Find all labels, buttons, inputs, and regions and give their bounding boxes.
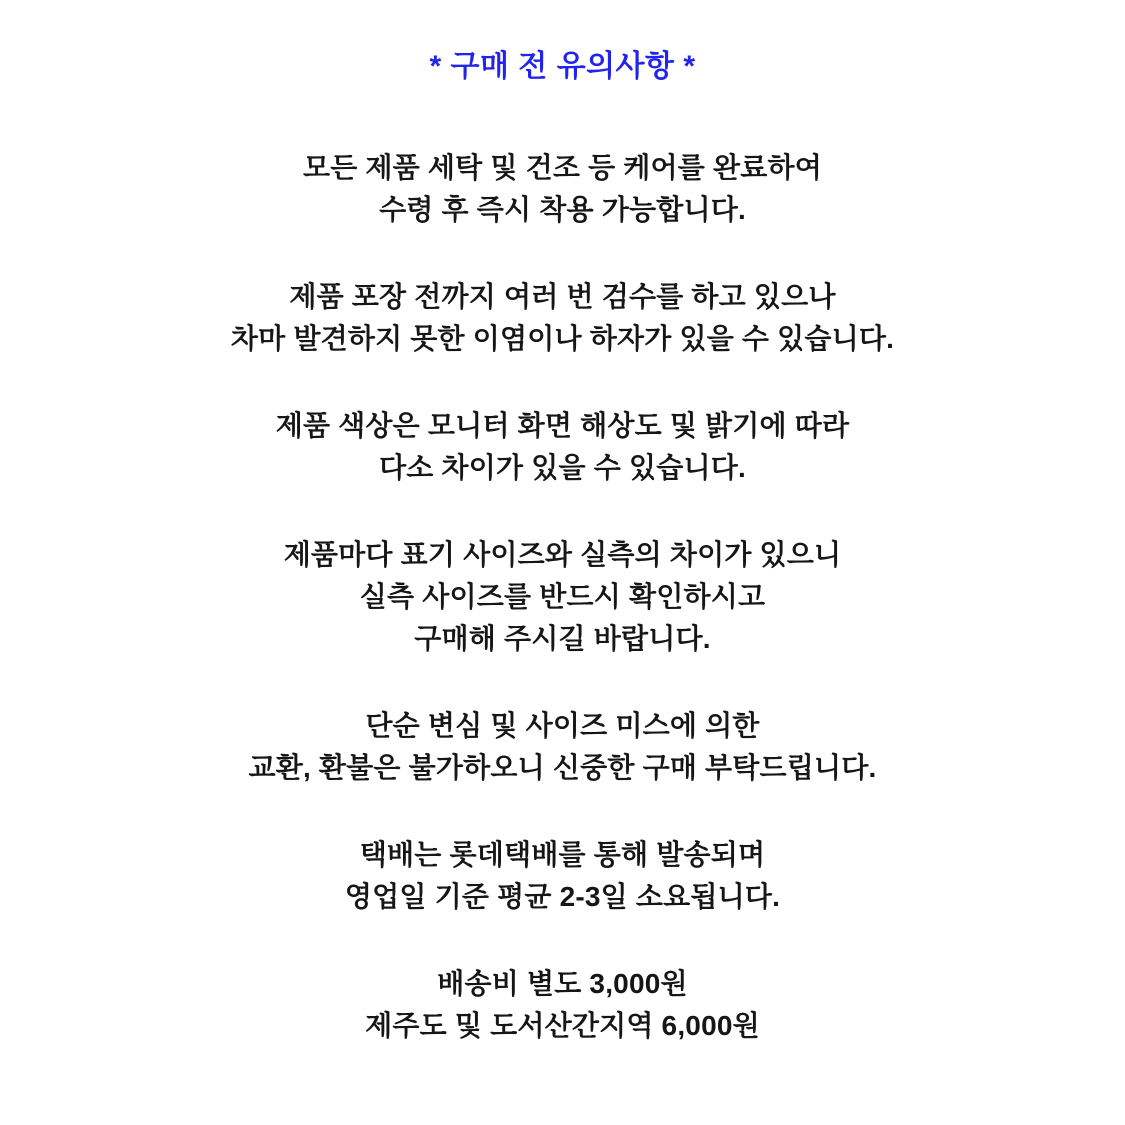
text-line: 다소 차이가 있을 수 있습니다.: [379, 452, 746, 483]
text-line: 차마 발견하지 못한 이염이나 하자가 있을 수 있습니다.: [230, 323, 895, 354]
text-line: 배송비 별도 3,000원: [437, 968, 688, 999]
text-line: 모든 제품 세탁 및 건조 등 케어를 완료하여: [302, 152, 823, 183]
paragraph-no-refund: [0, 705, 1125, 789]
text-line: 제품 색상은 모니터 화면 해상도 및 밝기에 따라: [275, 410, 850, 441]
text-line: 제품마다 표기 사이즈와 실측의 차이가 있으니: [283, 539, 842, 570]
text-line: 영업일 기준 평균 2-3일 소요됩니다.: [344, 881, 781, 912]
text-line: 구매해 주시길 바랍니다.: [414, 623, 711, 654]
text-line: 제주도 및 도서산간지역 6,000원: [365, 1010, 760, 1041]
text-line: 제품 포장 전까지 여러 번 검수를 하고 있으나: [289, 281, 836, 312]
paragraph-size-check: [0, 534, 1125, 660]
text-line: 단순 변심 및 사이즈 미스에 의한: [365, 710, 760, 741]
paragraph-shipping-courier: [0, 834, 1125, 918]
text-line: 수령 후 즉시 착용 가능합니다.: [379, 194, 746, 225]
paragraph-inspection: [0, 276, 1125, 360]
paragraph-shipping-fee: [0, 963, 1125, 1047]
paragraph-monitor-color: [0, 405, 1125, 489]
text-line: 교환, 환불은 불가하오니 신중한 구매 부탁드립니다.: [248, 752, 877, 783]
paragraph-care-complete: [0, 147, 1125, 231]
text-line: 택배는 롯데택배를 통해 발송되며: [359, 839, 766, 870]
text-line: 실측 사이즈를 반드시 확인하시고: [359, 581, 766, 612]
page-title: * 구매 전 유의사항 *: [429, 50, 696, 83]
